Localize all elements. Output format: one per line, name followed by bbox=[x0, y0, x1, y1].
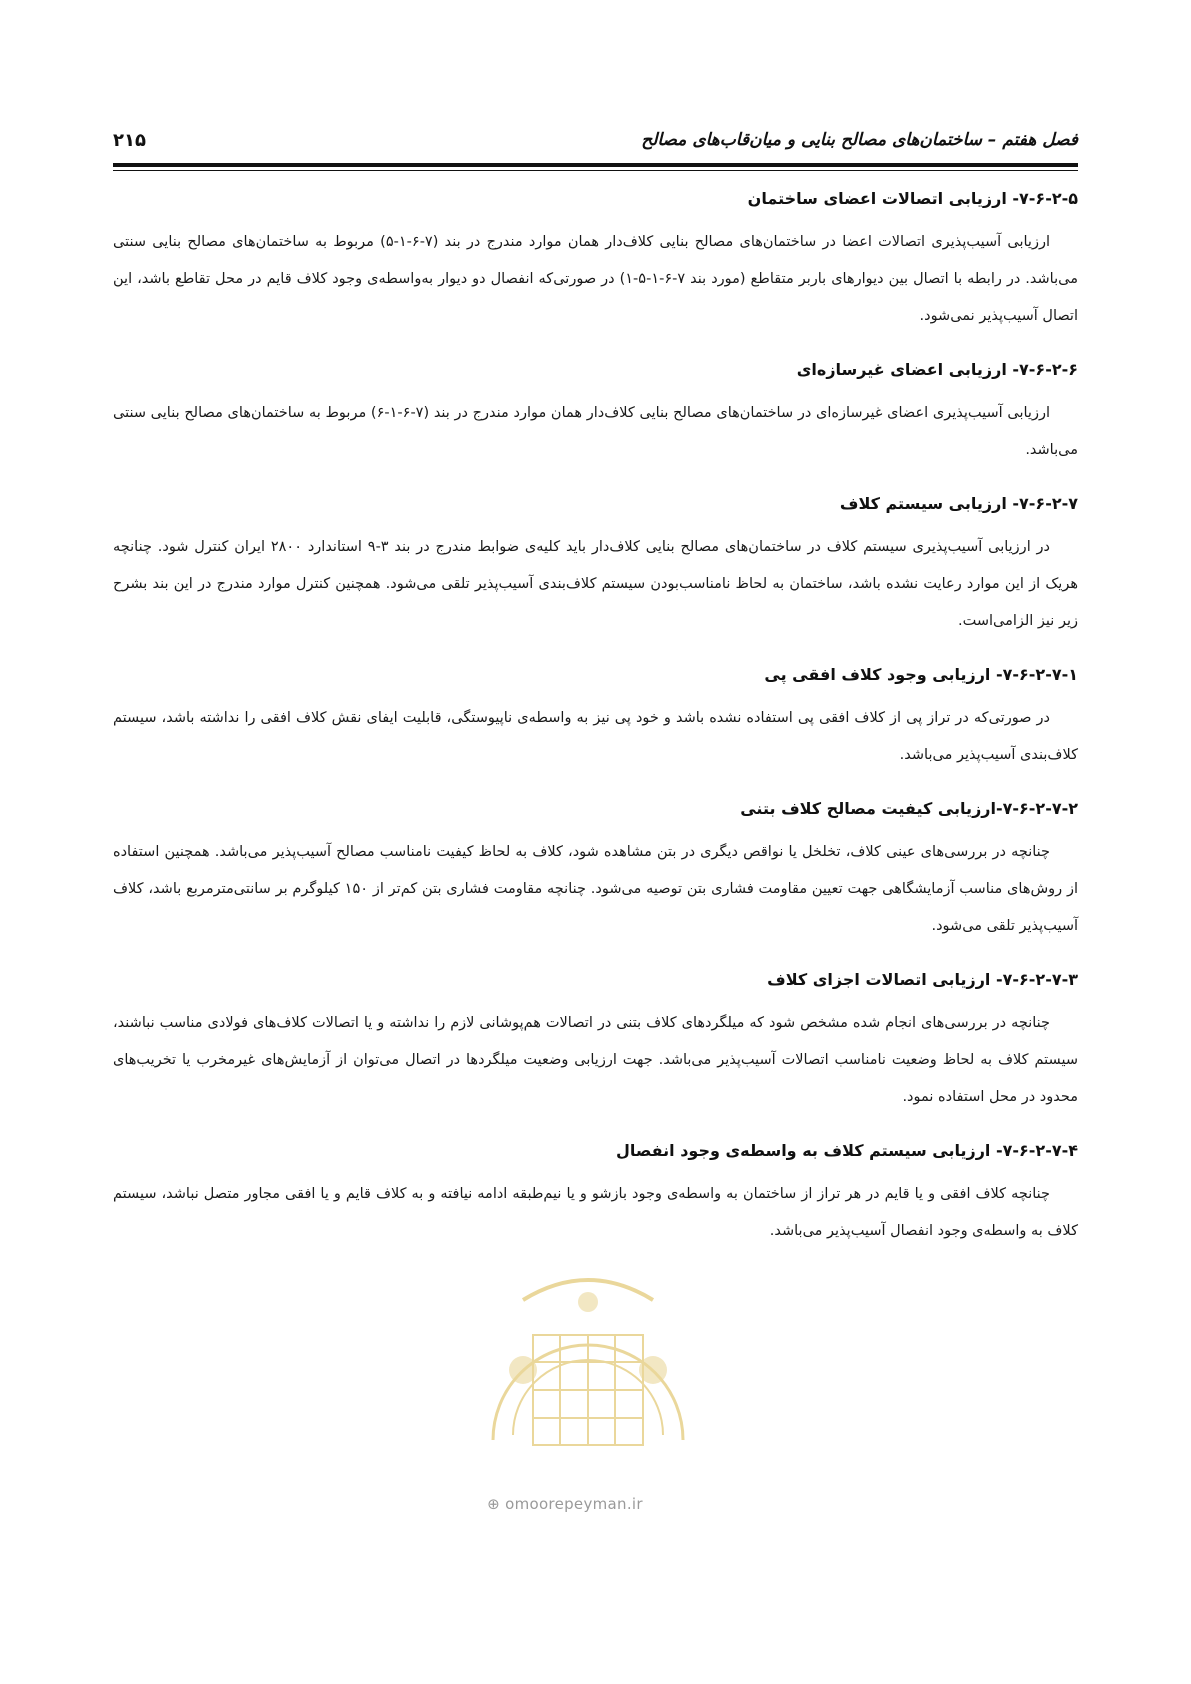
paragraph: در ارزیابی آسیب‌پذیری سیستم کلاف در ساختمان‌های مصالح بنایی کلاف‌دار باید کلیه‌ی ضوابط مندرج در بند ۳-۹ استاندارد ۲۸۰۰ ایران کنترل شود. چنانچه هریک از این موارد رعایت نشده باشد، ساختمان به لحاظ نامناسب‌بودن سیستم کلاف‌بندی آسیب‌پذیر تلقی می‌شود. همچنین کنترل موارد مندرج در این بند بشرح زیر نیز الزامی‌است. bbox=[113, 539, 1078, 629]
watermark-url bbox=[465, 1495, 665, 1513]
paragraph: ارزیابی آسیب‌پذیری اعضای غیرسازه‌ای در ساختمان‌های مصالح بنایی کلاف‌دار همان موارد مندرج در بند (۷-۶-۱-۶) مربوط به ساختمان‌های مصالح بنایی سنتی می‌باشد. bbox=[113, 405, 1078, 458]
chapter-title: فصل هفتم – ساختمان‌های مصالح بنایی و میان‌قاب‌های مصالح bbox=[641, 130, 1078, 150]
section-heading-7-6-2-5: ۷-۶-۲-۵- ارزیابی اتصالات اعضای ساختمان bbox=[747, 189, 1078, 208]
paragraph: در صورتی‌که در تراز پی از کلاف افقی پی استفاده نشده باشد و خود پی نیز به واسطه‌ی ناپیوستگی، قابلیت ایفای نقش کلاف افقی را نداشته باشد، سیستم کلاف‌بندی آسیب‌پذیر می‌باشد. bbox=[113, 710, 1078, 763]
paragraph: چنانچه کلاف افقی و یا قایم در هر تراز از ساختمان به واسطه‌ی وجود بازشو و یا نیم‌طبقه ادامه نیافته و به کلاف قایم و یا افقی مجاور متصل نباشد، سیستم کلاف به واسطه‌ی وجود انفصال آسیب‌پذیر می‌باشد. bbox=[113, 1186, 1078, 1239]
watermark-logo-icon bbox=[453, 1240, 723, 1470]
section-heading-7-6-2-7-2: ۷-۶-۲-۷-۲-ارزیابی کیفیت مصالح کلاف بتنی bbox=[740, 799, 1078, 818]
watermark-url-text: omoorepeyman.ir bbox=[505, 1495, 643, 1513]
header-rule-thin bbox=[113, 170, 1078, 171]
watermark-globe-icon: ⊕ bbox=[487, 1495, 501, 1513]
body-content bbox=[113, 186, 1078, 1272]
section-heading-7-6-2-7-3: ۷-۶-۲-۷-۳- ارزیابی اتصالات اجزای کلاف bbox=[767, 970, 1078, 989]
header-rule-thick bbox=[113, 163, 1078, 167]
paragraph: چنانچه در بررسی‌های عینی کلاف، تخلخل یا نواقص دیگری در بتن مشاهده شود، کلاف به لحاظ کیفیت نامناسب مصالح آسیب‌پذیر می‌باشد. همچنین استفاده از روش‌های مناسب آزمایشگاهی جهت تعیین مقاومت فشاری بتن توصیه می‌شود. چنانچه مقاومت فشاری بتن کم‌تر از ۱۵۰ کیلوگرم بر سانتی‌مترمربع باشد، کلاف آسیب‌پذیر تلقی می‌شود. bbox=[113, 844, 1078, 934]
section-heading-7-6-2-7: ۷-۶-۲-۷- ارزیابی سیستم کلاف bbox=[839, 494, 1078, 513]
page-number: ۲۱۵ bbox=[113, 130, 146, 151]
section-heading-7-6-2-6: ۷-۶-۲-۶- ارزیابی اعضای غیرسازه‌ای bbox=[796, 360, 1078, 379]
running-header bbox=[113, 126, 1078, 160]
paragraph: چنانچه در بررسی‌های انجام شده مشخص شود که میلگردهای کلاف بتنی در اتصالات هم‌پوشانی لازم را نداشته و یا اتصالات کلاف‌های فولادی مناسب نباشند، سیستم کلاف به لحاظ وضعیت نامناسب اتصالات آسیب‌پذیر می‌باشد. جهت ارزیابی وضعیت میلگردها در اتصال می‌توان از آزمایش‌های غیرمخرب یا تخریب‌های محدود در محل استفاده نمود. bbox=[113, 1015, 1078, 1105]
paragraph: ارزیابی آسیب‌پذیری اتصالات اعضا در ساختمان‌های مصالح بنایی کلاف‌دار همان موارد مندرج در بند (۷-۶-۱-۵) مربوط به ساختمان‌های مصالح بنایی سنتی می‌باشد. در رابطه با اتصال بین دیوارهای باربر متقاطع (مورد بند ۷-۶-۱-۵-۱) در صورتی‌که انفصال دو دیوار به‌واسطه‌ی وجود کلاف قایم در محل تقاطع باشد، این اتصال آسیب‌پذیر نمی‌شود. bbox=[113, 234, 1078, 324]
section-heading-7-6-2-7-4: ۷-۶-۲-۷-۴- ارزیابی سیستم کلاف به واسطه‌ی وجود انفصال bbox=[615, 1141, 1078, 1160]
section-heading-7-6-2-7-1: ۷-۶-۲-۷-۱- ارزیابی وجود کلاف افقی پی bbox=[764, 665, 1078, 684]
